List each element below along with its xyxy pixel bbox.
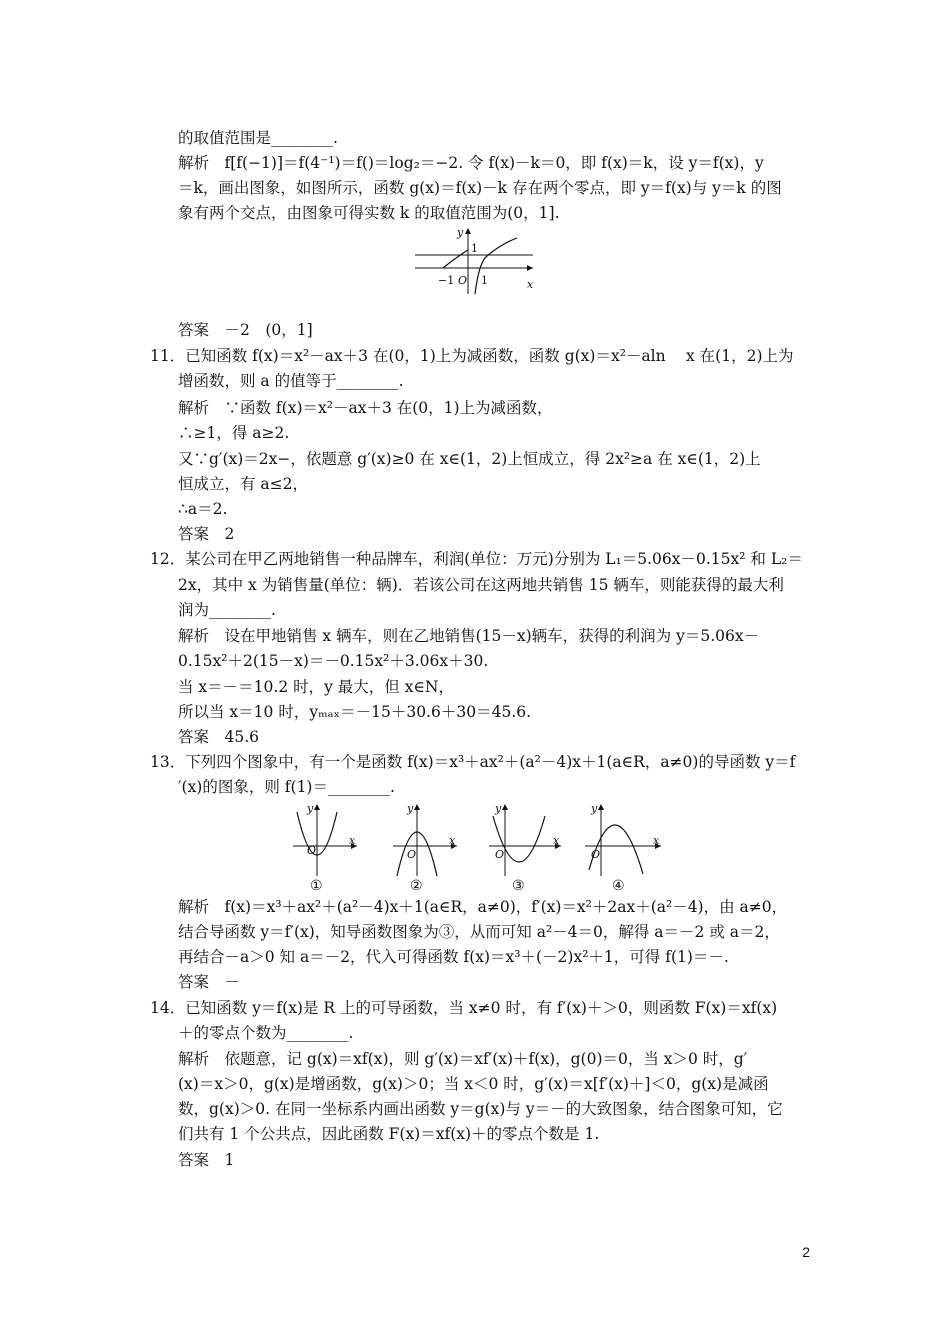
text-line: 所以当 x＝10 时，yₘₐₓ＝－15＋30.6＋30＝45.6. — [178, 703, 532, 721]
caption-1: ① — [310, 878, 323, 894]
caption-2: ② — [410, 878, 423, 894]
origin-label: O — [307, 844, 317, 857]
text-line: ∴a＝2. — [178, 500, 228, 518]
graph-3 — [489, 802, 561, 894]
answer-line: 答案 1 — [178, 1151, 235, 1169]
text-line: 们共有 1 个公共点，因此函数 F(x)＝xf(x)＋的零点个数是 1. — [178, 1125, 600, 1143]
answer-line: 答案 －2 (0，1] — [178, 321, 313, 339]
tick-label-x1: 1 — [481, 274, 488, 287]
graph-2 — [393, 802, 457, 894]
question-13: 13．下列四个图象中，有一个是函数 f(x)＝x³＋ax²＋(a²－4)x＋1(a∈R，a≠0)的导函数 y＝f — [150, 753, 796, 771]
text-line: 恒成立，有 a≤2， — [178, 475, 309, 493]
text-line: 解析 依题意，记 g(x)＝xf(x)，则 g′(x)＝xf′(x)＋f(x)，g(0)＝0，当 x＞0 时，g′ — [178, 1050, 748, 1068]
y-axis-arrow — [314, 804, 320, 810]
question-14: 14．已知函数 y＝f(x)是 R 上的可导函数，当 x≠0 时，有 f′(x)＋＞0，则函数 F(x)＝xf(x) — [150, 999, 778, 1017]
tick-label-1: 1 — [471, 242, 478, 255]
x-axis-label: x — [349, 834, 356, 847]
text-line: 数，g(x)＞0. 在同一坐标系内画出函数 y＝g(x)与 y＝－的大致图象，结合图象可知，它 — [178, 1100, 783, 1118]
y-axis-arrow — [414, 804, 420, 810]
y-axis-arrow — [598, 804, 604, 810]
page-number: 2 — [802, 1244, 810, 1260]
y-axis-label: y — [457, 226, 464, 239]
question-12: 12．某公司在甲乙两地销售一种品牌车，利润(单位：万元)分别为 L₁＝5.06x－0.15x² 和 L₂＝ — [150, 550, 803, 568]
text-line: 解析 f(x)＝x³＋ax²＋(a²－4)x＋1(a∈R，a≠0)，f′(x)＝x²＋2ax＋(a²－4)，由 a≠0， — [178, 898, 788, 916]
caption-4: ④ — [612, 878, 625, 894]
y-axis-label: y — [307, 802, 314, 815]
text-line: 2x，其中 x 为销售量(单位：辆)．若该公司在这两地共销售 15 辆车，则能获得的最大利 — [178, 576, 784, 594]
tick-label-neg1: −1 — [438, 274, 455, 287]
x-axis-label: x — [653, 834, 660, 847]
text-line: 又∵g′(x)＝2x−，依题意 g′(x)≥0 在 x∈(1，2)上恒成立，得 2x²≥a 在 x∈(1，2)上 — [178, 450, 761, 468]
text-line: 的取值范围是________. — [178, 129, 338, 147]
text-line: ∴≥1，得 a≥2. — [178, 424, 290, 442]
text-line: 润为________. — [178, 601, 276, 619]
text-line: 再结合－a＞0 知 a＝－2，代入可得函数 f(x)＝x³＋(－2)x²＋1，可得 f(1)＝－. — [178, 948, 729, 966]
answer-line: 答案 2 — [178, 525, 235, 543]
text-line: 当 x＝－＝10.2 时，y 最大，但 x∈N， — [178, 678, 454, 696]
text-line: 增函数，则 a 的值等于________. — [178, 372, 404, 390]
origin-label: O — [458, 274, 468, 287]
question-11: 11．已知函数 f(x)＝x²－ax＋3 在(0，1)上为减函数，函数 g(x)＝x²－aln x 在(1，2)上为 — [150, 347, 794, 365]
y-axis-label: y — [591, 802, 598, 815]
text-line: 0.15x²＋2(15－x)＝－0.15x²＋3.06x＋30. — [178, 652, 489, 670]
x-axis-label: x — [553, 834, 560, 847]
text-line: 象有两个交点，由图象可得实数 k 的取值范围为(0，1]. — [178, 204, 560, 222]
x-axis-label: x — [449, 834, 456, 847]
text-line: ＋的零点个数为________. — [178, 1024, 354, 1042]
text-line: ′(x)的图象，则 f(1)＝________. — [178, 778, 395, 796]
curve-left — [443, 250, 468, 268]
text-line: 解析 ∵函数 f(x)＝x²－ax＋3 在(0，1)上为减函数， — [178, 399, 553, 417]
answer-line: 答案 － — [178, 973, 241, 991]
text-line: 结合导函数 y＝f′(x)，知导函数图象为③，从而可知 a²－4＝0，解得 a＝－2 或 a＝2， — [178, 923, 780, 941]
origin-label: O — [495, 848, 505, 861]
y-axis-label: y — [495, 802, 502, 815]
origin-label: O — [591, 848, 601, 861]
answer-line: 答案 45.6 — [178, 728, 260, 746]
x-axis-arrow — [527, 265, 533, 271]
figure-four-graphs — [285, 798, 685, 893]
graph-4 — [585, 802, 661, 894]
text-line: 解析 设在甲地销售 x 辆车，则在乙地销售(15－x)辆车，获得的利润为 y＝5.06x－ — [178, 627, 760, 645]
x-axis-label: x — [527, 278, 534, 291]
figure-piecewise-graph — [405, 222, 545, 297]
text-line: ＝k，画出图象，如图所示，函数 g(x)＝f(x)－k 存在两个零点，即 y＝f(x)与 y＝k 的图 — [178, 179, 782, 197]
graph-1 — [293, 802, 357, 894]
y-axis-arrow — [502, 804, 508, 810]
y-axis-arrow — [465, 228, 471, 234]
text-line: 解析 f[f(−1)]＝f(4⁻¹)＝f()＝log₂＝−2. 令 f(x)－k＝0，即 f(x)＝k，设 y＝f(x)，y — [178, 154, 764, 172]
origin-label: O — [407, 848, 417, 861]
caption-3: ③ — [512, 878, 525, 894]
y-axis-label: y — [407, 802, 414, 815]
text-line: (x)＝x＞0，g(x)是增函数，g(x)＞0；当 x＜0 时，g′(x)＝x[f′(x)＋]＜0，g(x)是减函 — [178, 1075, 769, 1093]
